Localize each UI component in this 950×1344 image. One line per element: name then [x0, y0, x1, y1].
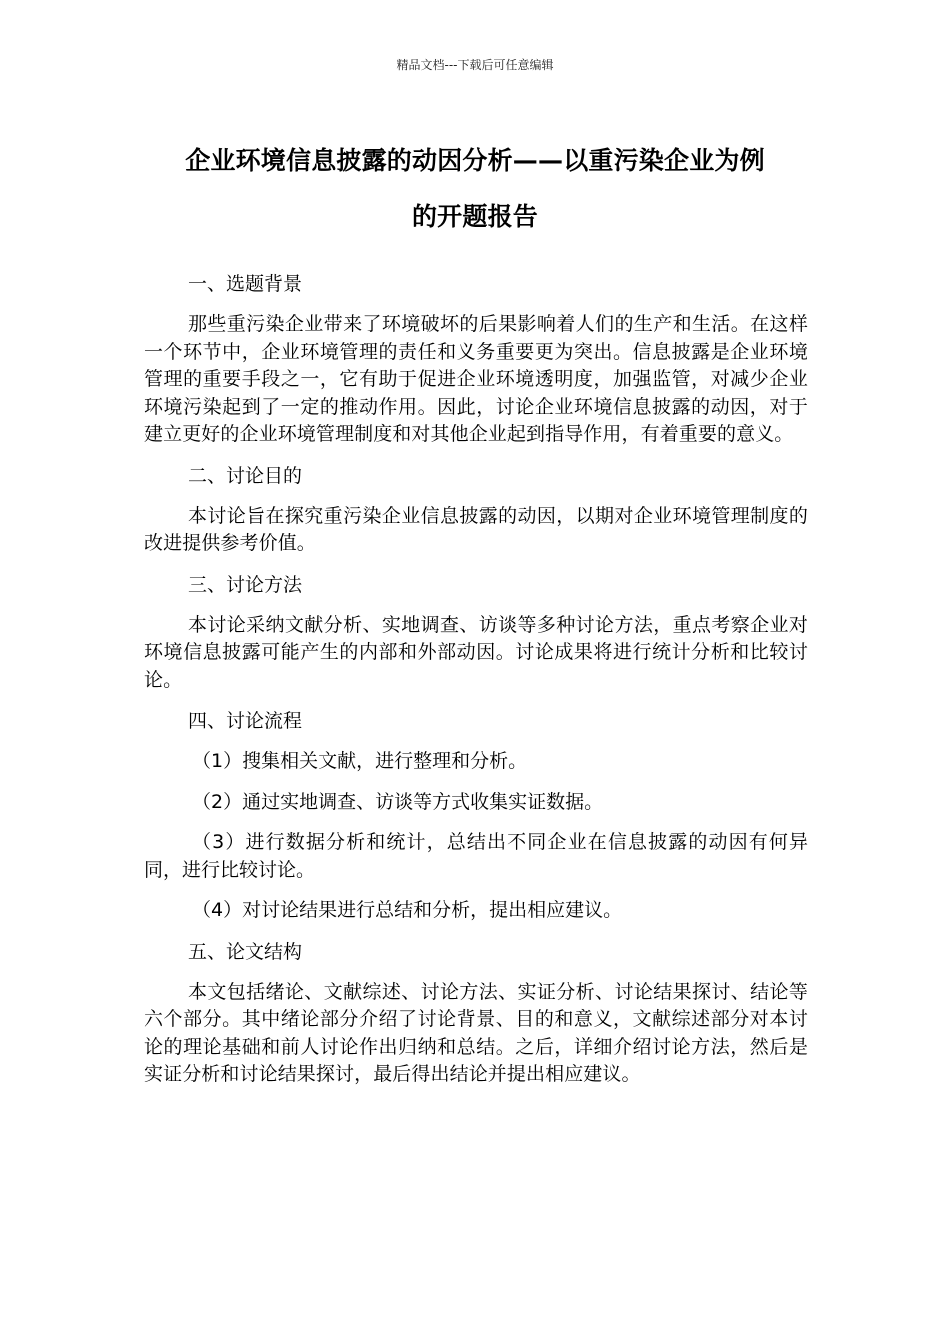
process-step: （3）进行数据分析和统计，总结出不同企业在信息披露的动因有何异同，进行比较讨论。: [144, 831, 808, 881]
title-line-2: 的开题报告: [411, 202, 538, 231]
process-step: （4）对讨论结果进行总结和分析，提出相应建议。: [192, 899, 623, 921]
section-heading-process: 四、讨论流程: [188, 710, 303, 732]
section-body-structure: 本文包括绪论、文献综述、讨论方法、实证分析、讨论结果探讨、结论等六个部分。其中绪论部分介绍了讨论背景、目的和意义，文献综述部分对本讨论的理论基础和前人讨论作出归纳和总结。之后，详细介绍讨论方法，然后是实证分析和讨论结果探讨，最后得出结论并提出相应建议。: [144, 980, 808, 1085]
section-body-background: 那些重污染企业带来了环境破坏的后果影响着人们的生产和生活。在这样一个环节中，企业环境管理的责任和义务重要更为突出。信息披露是企业环境管理的重要手段之一，它有助于促进企业环境透明度，加强监管，对减少企业环境污染起到了一定的推动作用。因此，讨论企业环境信息披露的动因，对于建立更好的企业环境管理制度和对其他企业起到指导作用，有着重要的意义。: [144, 313, 808, 445]
process-step: （1）搜集相关文献，进行整理和分析。: [192, 750, 528, 772]
section-body-purpose: 本讨论旨在探究重污染企业信息披露的动因，以期对企业环境管理制度的改进提供参考价值。: [144, 504, 808, 554]
document-title: [140, 133, 810, 245]
section-heading-purpose: 二、讨论目的: [188, 464, 303, 487]
section-body-method: 本讨论采纳文献分析、实地调查、访谈等多种讨论方法，重点考察企业对环境信息披露可能产生的内部和外部动因。讨论成果将进行统计分析和比较讨论。: [144, 613, 808, 691]
process-step: （2）通过实地调查、访谈等方式收集实证数据。: [192, 790, 604, 813]
document-body: [144, 270, 808, 1102]
title-line-1: 企业环境信息披露的动因分析——以重污染企业为例: [185, 146, 765, 175]
section-heading-background: 一、选题背景: [188, 273, 303, 295]
section-heading-structure: 五、论文结构: [188, 940, 303, 963]
section-heading-method: 三、讨论方法: [188, 573, 303, 596]
page-header: 精品文档---下载后可任意编辑: [396, 58, 554, 72]
